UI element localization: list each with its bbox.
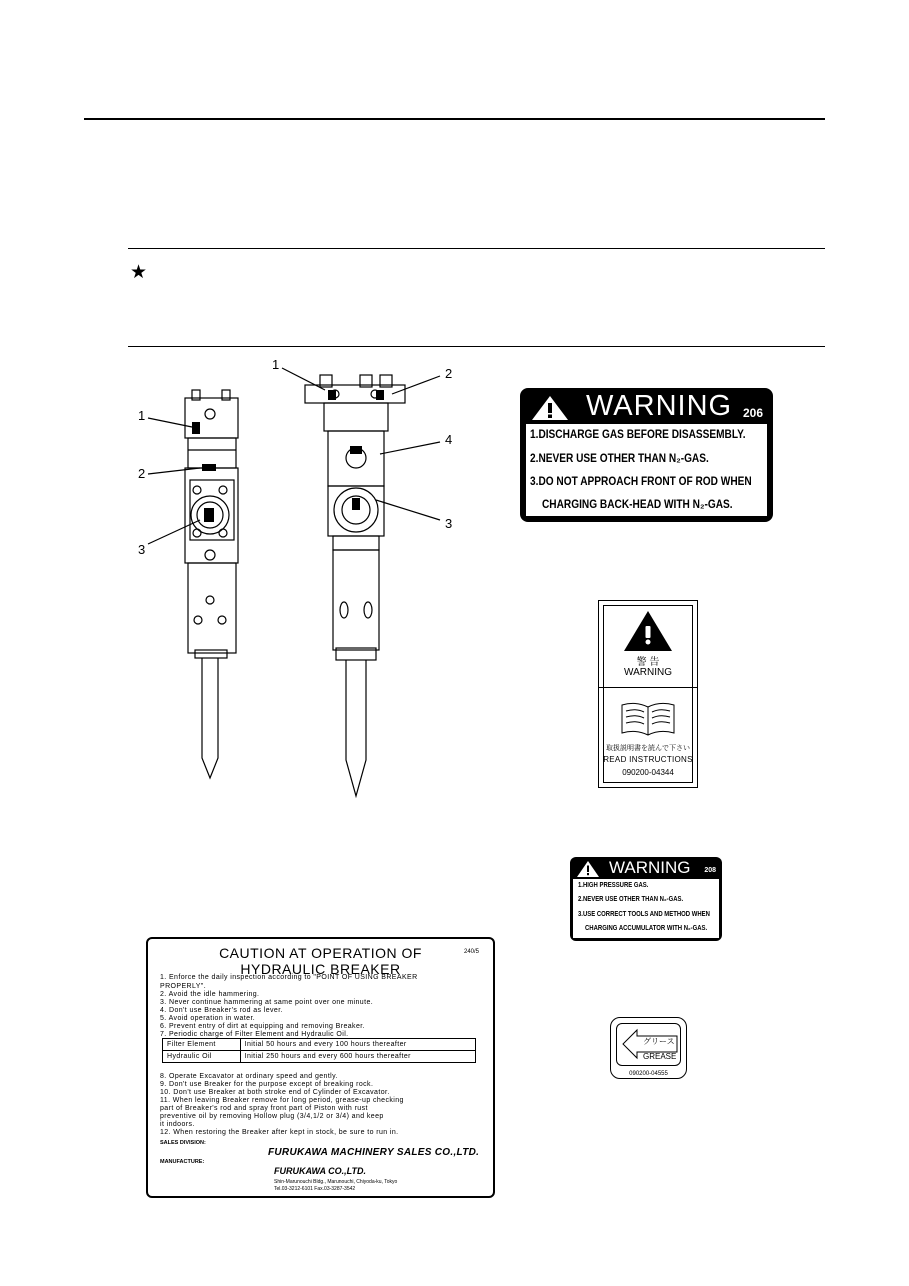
warning-208-label xyxy=(570,857,722,941)
breaker-drawing xyxy=(130,350,480,800)
right-cylinder xyxy=(328,431,384,486)
caution-item: 8. Operate Excavator at ordinary speed and gently. xyxy=(160,1073,338,1080)
caution-item: 5. Avoid operation in water. xyxy=(160,1015,256,1022)
caution-item: 1. Enforce the daily inspection according to "POINT OF USING BREAKER xyxy=(160,974,418,981)
left-label-2 xyxy=(202,464,216,471)
warning-206-code: 206 xyxy=(742,406,763,420)
warning-208-line-3: 3.USE CORRECT TOOLS AND METHOD WHEN xyxy=(578,911,710,918)
warning-triangle-icon xyxy=(530,394,570,422)
callout-right-4: 4 xyxy=(445,432,453,447)
caution-item: part of Breaker's rod and spray front part of Piston with rust xyxy=(160,1105,368,1112)
callout-right-3: 3 xyxy=(445,516,453,531)
warning-208-line-1: 1.HIGH PRESSURE GAS. xyxy=(578,882,649,889)
caution-item: 2. Avoid the idle hammering. xyxy=(160,991,260,998)
caution-item: preventive oil by removing Hollow plug (3/4,1/2 or 3/4) and keep xyxy=(160,1113,384,1120)
caution-item: 12. When restoring the Breaker after kept in stock, be sure to run in. xyxy=(160,1129,399,1136)
manufacturer-company: FURUKAWA CO.,LTD. xyxy=(274,1166,366,1176)
warning-208-line-2: 2.NEVER USE OTHER THAN N₂-GAS. xyxy=(578,896,684,903)
callout-left-1: 1 xyxy=(138,408,146,423)
callout-left-3: 3 xyxy=(138,542,146,557)
grease-label xyxy=(610,1017,687,1079)
sales-company: FURUKAWA MACHINERY SALES CO.,LTD. xyxy=(268,1147,480,1158)
table-row xyxy=(163,1039,476,1051)
read-label-part-no: 090200-04344 xyxy=(622,768,674,777)
caution-item: 7. Periodic charge of Filter Element and Hydraulic Oil. xyxy=(160,1031,349,1038)
read-label-jp: 取扱説明書を読んで下さい xyxy=(606,745,690,752)
callout-right-2: 2 xyxy=(445,366,453,381)
left-label-1 xyxy=(192,422,200,434)
left-label-3 xyxy=(204,508,214,522)
grease-label-part-no: 090200-04555 xyxy=(629,1071,668,1077)
warning-triangle-icon xyxy=(576,860,600,878)
warning-triangle-icon xyxy=(622,609,674,653)
caution-item: 4. Don't use Breaker's rod as lever. xyxy=(160,1007,283,1014)
caution-item: 10. Don't use Breaker at both stroke end of Cylinder of Excavator. xyxy=(160,1089,390,1096)
table-cell: Initial 50 hours and every 100 hours thereafter xyxy=(240,1039,475,1051)
caution-item: 9. Don't use Breaker for the purpose except of breaking rock. xyxy=(160,1081,374,1088)
maintenance-table xyxy=(162,1038,476,1063)
star-icon: ★ xyxy=(130,262,148,283)
read-label-instructions: READ INSTRUCTIONS xyxy=(603,755,693,764)
caution-item: 3. Never continue hammering at same point over one minute. xyxy=(160,999,374,1006)
warning-206-title: WARNING xyxy=(586,390,733,422)
table-row xyxy=(163,1051,476,1063)
caution-item: PROPERLY". xyxy=(160,983,207,990)
left-rod xyxy=(202,658,218,778)
warning-208-line-4: CHARGING ACCUMULATOR WITH N₂-GAS. xyxy=(585,925,708,932)
warning-206-line-4: CHARGING BACK-HEAD WITH N₂-GAS. xyxy=(542,499,733,511)
table-cell: Hydraulic Oil xyxy=(163,1051,241,1063)
caution-title-1: CAUTION AT OPERATION OF xyxy=(219,945,422,961)
warning-206-line-1: 1.DISCHARGE GAS BEFORE DISASSEMBLY. xyxy=(530,429,746,441)
right-label-3 xyxy=(352,498,360,510)
caution-plate xyxy=(146,937,495,1198)
left-front-head xyxy=(188,563,236,653)
table-cell: Filter Element xyxy=(163,1039,241,1051)
callout-left-2: 2 xyxy=(138,466,146,481)
caution-title-2: HYDRAULIC BREAKER xyxy=(240,961,401,977)
read-label-kanji: 警 告 xyxy=(636,657,660,668)
section-rule-bottom xyxy=(128,346,825,347)
warning-206-line-3: 3.DO NOT APPROACH FRONT OF ROD WHEN xyxy=(530,476,752,488)
table-cell: Initial 250 hours and every 600 hours thereafter xyxy=(240,1051,475,1063)
caution-item: 11. When leaving Breaker remove for long period, grease-up checking xyxy=(160,1097,404,1104)
read-instructions-label xyxy=(598,600,698,788)
right-label-2 xyxy=(376,390,384,400)
read-label-warning: WARNING xyxy=(624,667,672,678)
right-rod xyxy=(346,660,366,796)
manufacturer-label: MANUFACTURE: xyxy=(160,1159,205,1165)
warning-208-code: 208 xyxy=(704,867,716,874)
section-rule-top xyxy=(128,248,825,249)
warning-206-line-2: 2.NEVER USE OTHER THAN N₂-GAS. xyxy=(530,453,709,465)
top-rule xyxy=(84,118,825,120)
manufacturer-address-2: Tel.03-3212-6101 Fax.03-3287-3542 xyxy=(274,1186,356,1192)
grease-label-en: GREASE xyxy=(643,1052,677,1061)
right-label-4 xyxy=(350,446,362,454)
caution-code: 240/5 xyxy=(463,949,479,955)
caution-item: it indoors. xyxy=(160,1121,195,1128)
caution-item: 6. Prevent entry of dirt at equipping and removing Breaker. xyxy=(160,1023,365,1030)
callout-right-1: 1 xyxy=(272,357,280,372)
right-front-head xyxy=(333,550,379,650)
right-label-1 xyxy=(328,390,336,400)
grease-label-jp: グリース xyxy=(643,1037,675,1046)
sales-division-label: SALES DIVISION: xyxy=(160,1140,206,1146)
warning-206-label xyxy=(520,388,773,522)
manufacturer-address-1: Shin-Marunouchi Bldg., Marunouchi, Chiyoda-ku, Tokyo xyxy=(274,1179,398,1185)
warning-208-title: WARNING xyxy=(609,858,691,877)
book-icon xyxy=(618,699,678,739)
